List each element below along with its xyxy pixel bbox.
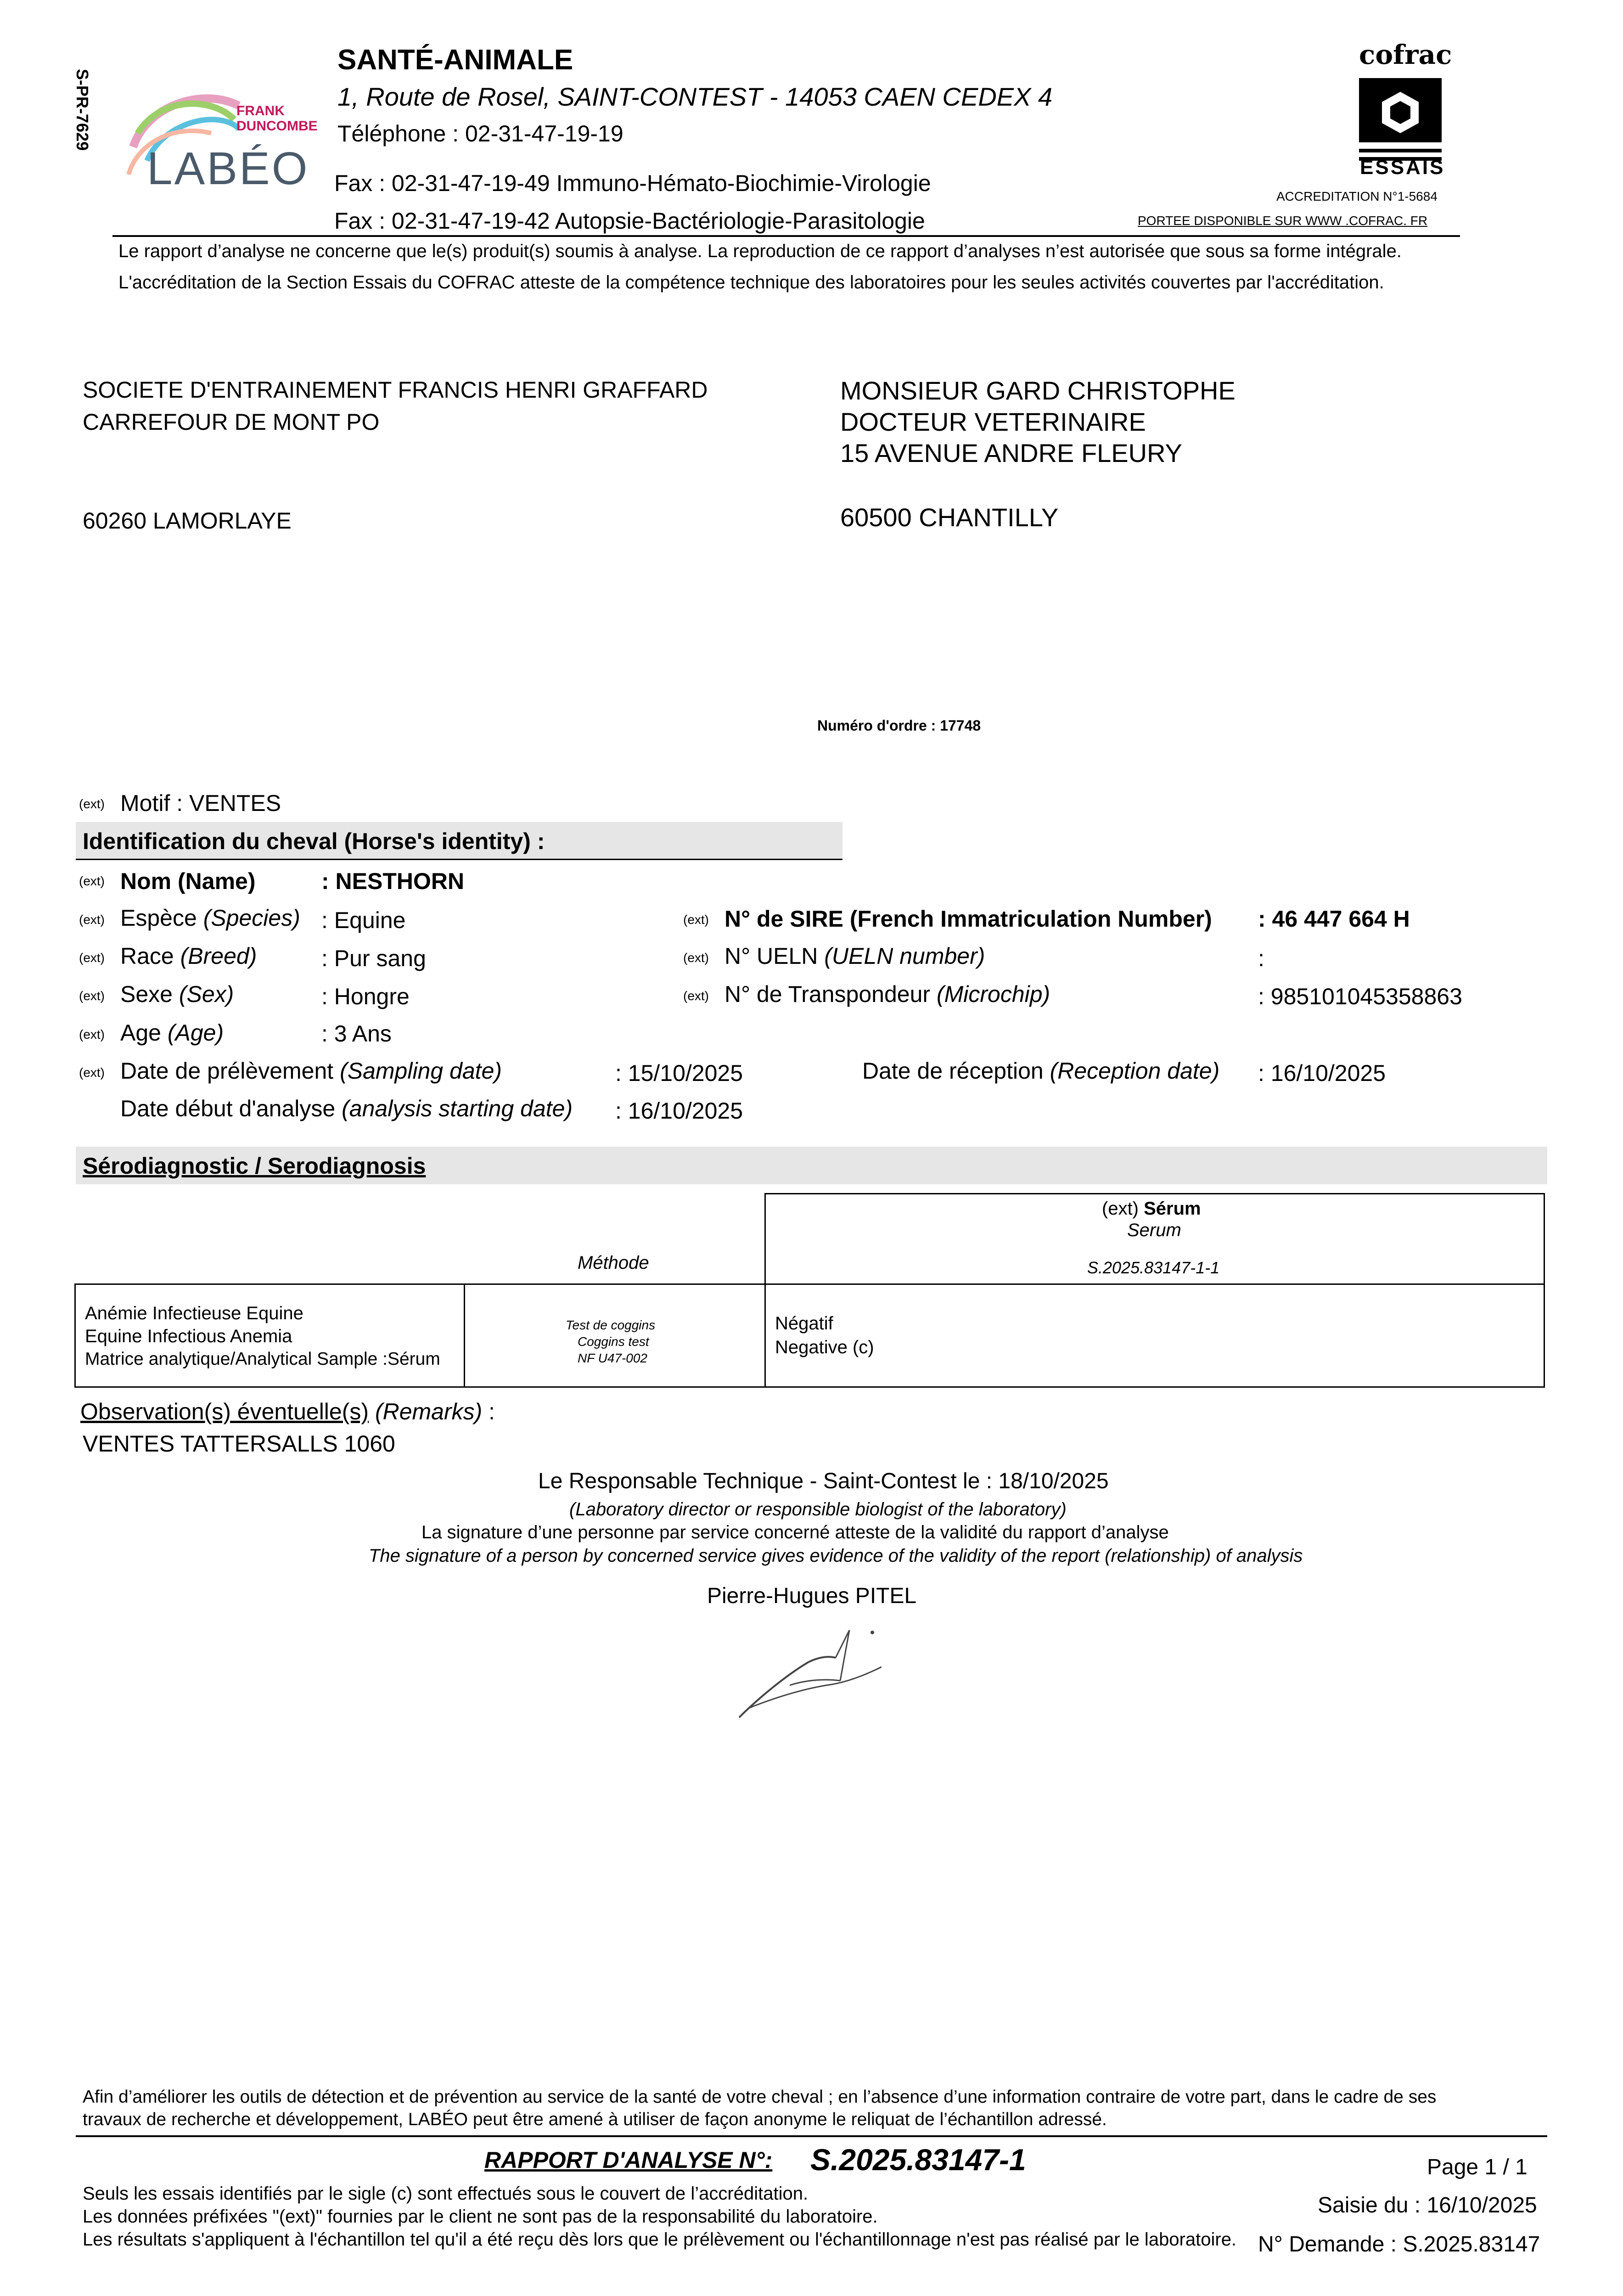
signature-line4: The signature of a person by concerned service gives evidence of the validity of the report (relationship) of analysis (369, 1546, 1303, 1566)
ext-tag: (ext) (683, 951, 709, 965)
start-label-fr: Date début d'analyse (120, 1096, 336, 1121)
saisie-date: Saisie du : 16/10/2025 (1318, 2193, 1537, 2217)
transponder-label (724, 981, 1050, 1007)
age-label-en: (Age) (167, 1020, 224, 1046)
research-note-2: travaux de recherche et développement, LABÉO peut être amené à utiliser de façon anonyme le reliquat de l’échantillon adressé. (83, 2110, 1107, 2129)
lab-name: SANTÉ-ANIMALE (337, 44, 573, 76)
footer-note-3: Les résultats s'appliquent à l'échantillon tel qu'il a été reçu dès lors que le prélèvement ou l'échantillonnage n'est pas réalisé par le laboratoire. (83, 2229, 1237, 2250)
research-note-1: Afin d’améliorer les outils de détection et de prévention au service de la santé de votre cheval ; en l’absence d’une information contraire de votre part, dans le cadre de ses (83, 2087, 1437, 2107)
horse-age-value: : 3 Ans (321, 1021, 392, 1047)
owner-city: 60260 LAMORLAYE (83, 508, 292, 534)
method-line1: Test de coggins (566, 1318, 656, 1332)
test-name-en: Equine Infectious Anemia (85, 1326, 292, 1346)
logo-frank: FRANK (236, 103, 285, 118)
sero-header: Sérodiagnostic / Serodiagnosis (83, 1153, 426, 1179)
cofrac-hexagon-icon (1354, 73, 1446, 165)
horse-name-value: : NESTHORN (321, 868, 465, 894)
sample-en: Serum (1127, 1220, 1181, 1240)
cofrac-logo (1354, 39, 1452, 179)
lab-address: 1, Route de Rosel, SAINT-CONTEST - 14053 CAEN CEDEX 4 (337, 82, 1053, 111)
remarks-label-en: (Remarks) (375, 1399, 483, 1424)
sex-label-fr: Sexe (120, 981, 173, 1007)
cofrac-logo-top: cofrac (1359, 39, 1452, 70)
transponder-label-fr: N° de Transpondeur (724, 981, 931, 1007)
demande-number: N° Demande : S.2025.83147 (1258, 2232, 1540, 2257)
start-date-value: : 16/10/2025 (615, 1098, 743, 1124)
logo-labeo: LABÉO (147, 143, 309, 194)
result-row (74, 1283, 1545, 1388)
sampling-date-label (120, 1058, 502, 1084)
cofrac-portee: PORTEE DISPONIBLE SUR WWW .COFRAC. FR (1138, 214, 1428, 228)
sample-id: S.2025.83147-1-1 (1087, 1258, 1220, 1277)
vet-line3: 15 AVENUE ANDRE FLEURY (840, 439, 1182, 467)
notice-line2: L'accréditation de la Section Essais du COFRAC atteste de la compétence technique des laboratoires pour les seules activités couvertes par l'accréditation. (118, 272, 1384, 293)
footer-divider (76, 2135, 1547, 2137)
lab-fax1: Fax : 02-31-47-19-49 Immuno-Hémato-Biochimie-Virologie (334, 170, 931, 196)
ext-tag: (ext) (79, 1065, 105, 1080)
test-matrix: Matrice analytique/Analytical Sample :Sérum (85, 1349, 440, 1369)
ext-tag: (ext) (79, 874, 105, 888)
sample-ext: (ext) (1102, 1199, 1139, 1219)
species-label-en: (Species) (203, 905, 300, 931)
start-date-label (120, 1095, 573, 1122)
ext-tag: (ext) (79, 912, 105, 927)
method-line2: Coggins test (578, 1334, 649, 1349)
sample-header-line1 (1102, 1199, 1201, 1219)
lab-phone: Téléphone : 02-31-47-19-19 (337, 121, 623, 146)
species-label-fr: Espèce (120, 905, 197, 931)
horse-breed-value: : Pur sang (321, 945, 426, 971)
result-fr: Négatif (775, 1313, 833, 1334)
labeo-logo (119, 78, 321, 193)
report-number: S.2025.83147-1 (810, 2143, 1026, 2177)
horse-name-label: Nom (Name) (120, 868, 256, 894)
sire-value: : 46 447 664 H (1258, 906, 1410, 932)
sire-label: N° de SIRE (French Immatriculation Number) (724, 906, 1212, 932)
column-method-header: Méthode (578, 1253, 649, 1273)
header-divider (112, 235, 1460, 237)
cofrac-accreditation: ACCREDITATION N°1-5684 (1276, 189, 1438, 203)
footer-note-2: Les données préfixées "(ext)" fournies par le client ne sont pas de la responsabilité du laboratoire. (83, 2206, 878, 2227)
ueln-label-en: (UELN number) (824, 943, 985, 969)
horse-breed-label (120, 943, 257, 969)
report-label: RAPPORT D'ANALYSE N°: (484, 2147, 773, 2173)
reception-label-en: (Reception date) (1050, 1058, 1220, 1084)
signatory-name: Pierre-Hugues PITEL (707, 1584, 917, 1608)
ueln-label-fr: N° UELN (724, 943, 818, 969)
sample-fr: Sérum (1144, 1199, 1201, 1219)
logo-duncombe: DUNCOMBE (236, 118, 318, 134)
side-code: S-PR-7629 (73, 69, 92, 151)
sampling-label-en: (Sampling date) (340, 1058, 502, 1084)
identification-header: Identification du cheval (Horse's identity) : (83, 828, 545, 854)
vet-line1: MONSIEUR GARD CHRISTOPHE (840, 376, 1236, 405)
horse-age-label (120, 1019, 224, 1046)
breed-label-en: (Breed) (180, 943, 257, 969)
sampling-date-value: : 15/10/2025 (615, 1060, 743, 1086)
ext-tag: (ext) (79, 1027, 105, 1041)
age-label-fr: Age (120, 1020, 161, 1046)
owner-line1: SOCIETE D'ENTRAINEMENT FRANCIS HENRI GRAFFARD (83, 377, 708, 403)
ueln-label (724, 943, 985, 969)
horse-species-label (120, 905, 300, 931)
breed-label-fr: Race (120, 943, 174, 969)
ueln-value: : (1258, 945, 1264, 971)
method-line3: NF U47-002 (578, 1351, 648, 1365)
notice-line1: Le rapport d’analyse ne concerne que le(s) produit(s) soumis à analyse. La reproduction de ce rapport d’analyses n’est autorisée que sous sa forme intégrale. (118, 241, 1402, 261)
motif: Motif : VENTES (120, 790, 281, 816)
ext-tag: (ext) (79, 797, 105, 811)
reception-label-fr: Date de réception (862, 1058, 1044, 1084)
lab-fax2: Fax : 02-31-47-19-42 Autopsie-Bactériologie-Parasitologie (334, 208, 925, 234)
transponder-value: : 985101045358863 (1258, 984, 1462, 1009)
remarks-label (80, 1398, 495, 1425)
ext-tag: (ext) (683, 989, 709, 1003)
remarks-label-fr: Observation(s) éventuelle(s) (80, 1399, 369, 1424)
ext-tag: (ext) (79, 989, 105, 1003)
order-number: Numéro d'ordre : 17748 (817, 717, 981, 734)
remarks-value: VENTES TATTERSALLS 1060 (83, 1431, 395, 1457)
ext-tag: (ext) (683, 912, 709, 927)
signature-line3: La signature d’une personne par service concerné atteste de la validité du rapport d’analyse (421, 1522, 1169, 1542)
horse-sex-value: : Hongre (321, 984, 410, 1009)
footer-note-1: Seuls les essais identifiés par le sigle (c) sont effectués sous le couvert de l’accréditation. (83, 2183, 809, 2204)
sampling-label-fr: Date de prélèvement (120, 1058, 334, 1084)
handwritten-signature (730, 1612, 914, 1731)
reception-date-value: : 16/10/2025 (1258, 1060, 1386, 1086)
identification-underline (76, 859, 842, 860)
sex-label-en: (Sex) (179, 981, 234, 1007)
reception-date-label (862, 1058, 1219, 1084)
transponder-label-en: (Microchip) (936, 981, 1050, 1007)
horse-species-value: : Equine (321, 907, 406, 933)
test-name-fr: Anémie Infectieuse Equine (85, 1303, 303, 1323)
signature-line1: Le Responsable Technique - Saint-Contest le : 18/10/2025 (538, 1469, 1109, 1493)
result-row-divider-1 (464, 1283, 465, 1388)
start-label-en: (analysis starting date) (342, 1096, 573, 1121)
horse-sex-label (120, 981, 234, 1007)
signature-line2: (Laboratory director or responsible biologist of the laboratory) (569, 1499, 1067, 1519)
result-en: Negative (c) (775, 1337, 874, 1357)
remarks-colon: : (482, 1399, 495, 1424)
vet-city: 60500 CHANTILLY (840, 503, 1059, 532)
result-row-divider-2 (764, 1283, 766, 1388)
ext-tag: (ext) (79, 951, 105, 965)
vet-line2: DOCTEUR VETERINAIRE (840, 407, 1146, 436)
page-number: Page 1 / 1 (1427, 2155, 1528, 2179)
owner-line2: CARREFOUR DE MONT PO (83, 409, 380, 435)
cofrac-logo-bottom: ESSAIS (1360, 156, 1445, 179)
